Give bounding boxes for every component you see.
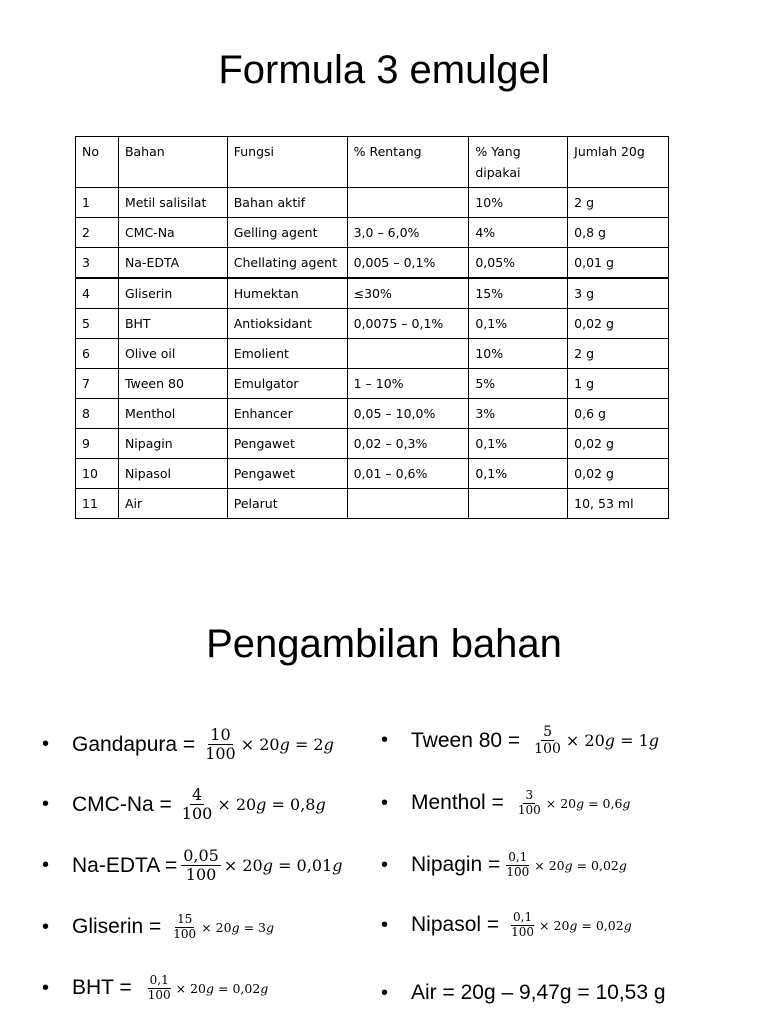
calc-expression: × 20g = 0,8g — [217, 795, 326, 815]
bullet-icon: • — [42, 793, 50, 816]
table-row — [76, 218, 669, 248]
calc-item — [381, 789, 630, 818]
formula-table — [75, 136, 669, 519]
cell-rentang — [347, 339, 469, 369]
section-title-pengambilan: Pengambilan bahan — [206, 622, 562, 666]
cell-no: 9 — [76, 429, 119, 459]
cell-rentang: 3,0 – 6,0% — [347, 218, 469, 248]
cell-bahan: Air — [118, 489, 227, 519]
header-rentang: % Rentang — [347, 137, 469, 188]
cell-bahan: Olive oil — [118, 339, 227, 369]
cell-no: 11 — [76, 489, 119, 519]
cell-rentang: ≤30% — [347, 278, 469, 309]
cell-fungsi: Gelling agent — [227, 218, 347, 248]
bullet-icon: • — [42, 854, 50, 877]
table-row — [76, 369, 669, 399]
cell-rentang: 0,005 – 0,1% — [347, 248, 469, 279]
calc-item-air — [381, 981, 666, 1005]
table-row — [76, 309, 669, 339]
table-row — [76, 339, 669, 369]
calc-label: Nipasol = — [411, 913, 500, 937]
cell-rentang — [347, 489, 469, 519]
cell-dipakai: 15% — [469, 278, 568, 309]
calc-label: Menthol = — [411, 791, 504, 815]
calc-expression: × 20g = 0,6g — [545, 795, 631, 811]
cell-jumlah: 0,02 g — [568, 429, 669, 459]
bullet-icon: • — [42, 733, 50, 756]
fraction: $\frac{0,05}{100}$ — [183, 846, 219, 885]
table-row — [76, 429, 669, 459]
cell-jumlah: 10, 53 ml — [568, 489, 669, 519]
cell-dipakai: 0,05% — [469, 248, 568, 279]
cell-fungsi: Chellating agent — [227, 248, 347, 279]
bullet-icon: • — [381, 913, 389, 936]
table-row — [76, 489, 669, 519]
bullet-icon: • — [381, 729, 389, 752]
fraction: $\frac{10}{100}$ — [205, 725, 236, 764]
calc-label: Na-EDTA = — [72, 853, 178, 877]
table-row — [76, 248, 669, 279]
table-row — [76, 459, 669, 489]
fraction: $\frac{4}{100}$ — [181, 785, 213, 824]
cell-dipakai: 4% — [469, 218, 568, 248]
cell-fungsi: Pelarut — [227, 489, 347, 519]
bullet-icon: • — [381, 981, 389, 1004]
calc-item — [42, 726, 334, 764]
fraction: $\frac{0,1}{100}$ — [506, 850, 530, 879]
calc-expression: × 20g = 0,01g — [223, 856, 343, 876]
header-no: No — [76, 137, 119, 188]
bullet-icon: • — [42, 976, 50, 999]
cell-dipakai — [469, 489, 568, 519]
cell-rentang: 1 – 10% — [347, 369, 469, 399]
cell-rentang — [347, 188, 469, 218]
cell-rentang: 0,0075 – 0,1% — [347, 309, 469, 339]
fraction: $\frac{5}{100}$ — [534, 724, 561, 758]
calc-label: Gliserin = — [72, 915, 162, 939]
cell-bahan: Na-EDTA — [118, 248, 227, 279]
cell-no: 2 — [76, 218, 119, 248]
calc-item — [42, 974, 268, 1003]
cell-dipakai: 10% — [469, 339, 568, 369]
calc-item — [381, 724, 659, 757]
cell-dipakai: 0,1% — [469, 459, 568, 489]
cell-bahan: Gliserin — [118, 278, 227, 309]
cell-no: 1 — [76, 188, 119, 218]
cell-bahan: BHT — [118, 309, 227, 339]
fraction: $\frac{0,1}{100}$ — [511, 910, 535, 939]
cell-no: 4 — [76, 278, 119, 309]
cell-dipakai: 5% — [469, 369, 568, 399]
cell-bahan: Nipasol — [118, 459, 227, 489]
cell-no: 5 — [76, 309, 119, 339]
header-bahan: Bahan — [118, 137, 227, 188]
cell-bahan: CMC-Na — [118, 218, 227, 248]
calc-item — [381, 851, 627, 880]
header-jumlah: Jumlah 20g — [568, 137, 669, 188]
calc-label: Nipagin = — [411, 853, 501, 877]
cell-dipakai: 3% — [469, 399, 568, 429]
table-header-row — [76, 137, 669, 188]
calc-item — [381, 911, 632, 940]
cell-rentang: 0,02 – 0,3% — [347, 429, 469, 459]
cell-dipakai: 0,1% — [469, 429, 568, 459]
calc-expression: × 20g = 0,02g — [539, 917, 632, 933]
cell-no: 6 — [76, 339, 119, 369]
bullet-icon: • — [381, 791, 389, 814]
cell-bahan: Metil salisilat — [118, 188, 227, 218]
cell-fungsi: Pengawet — [227, 459, 347, 489]
cell-fungsi: Antioksidant — [227, 309, 347, 339]
cell-jumlah: 0,8 g — [568, 218, 669, 248]
cell-dipakai: 0,1% — [469, 309, 568, 339]
calc-air-text: Air = 20g – 9,47g = 10,53 g — [411, 981, 666, 1004]
cell-no: 8 — [76, 399, 119, 429]
calc-expression: × 20g = 1g — [565, 731, 660, 751]
cell-bahan: Tween 80 — [118, 369, 227, 399]
cell-no: 3 — [76, 248, 119, 279]
table-row — [76, 188, 669, 218]
cell-dipakai: 10% — [469, 188, 568, 218]
header-fungsi: Fungsi — [227, 137, 347, 188]
cell-rentang: 0,01 – 0,6% — [347, 459, 469, 489]
calc-label: BHT = — [72, 976, 132, 1000]
cell-jumlah: 0,01 g — [568, 248, 669, 279]
fraction: $\frac{3}{100}$ — [517, 788, 541, 817]
calc-expression: × 20g = 0,02g — [175, 980, 269, 996]
cell-fungsi: Pengawet — [227, 429, 347, 459]
cell-jumlah: 2 g — [568, 339, 669, 369]
fraction: $\frac{15}{100}$ — [173, 912, 197, 941]
cell-jumlah: 2 g — [568, 188, 669, 218]
calc-item — [42, 786, 326, 824]
bullet-icon: • — [381, 853, 389, 876]
calc-expression: × 20g = 0,02g — [534, 857, 627, 873]
cell-fungsi: Emolient — [227, 339, 347, 369]
cell-fungsi: Bahan aktif — [227, 188, 347, 218]
calc-item — [42, 847, 342, 885]
cell-jumlah: 0,02 g — [568, 459, 669, 489]
cell-rentang: 0,05 – 10,0% — [347, 399, 469, 429]
cell-fungsi: Enhancer — [227, 399, 347, 429]
cell-bahan: Nipagin — [118, 429, 227, 459]
cell-jumlah: 1 g — [568, 369, 669, 399]
cell-fungsi: Humektan — [227, 278, 347, 309]
cell-jumlah: 0,02 g — [568, 309, 669, 339]
cell-no: 7 — [76, 369, 119, 399]
calc-label: Gandapura = — [72, 732, 196, 756]
calc-expression: × 20g = 2g — [240, 735, 334, 755]
cell-fungsi: Emulgator — [227, 369, 347, 399]
header-dipakai: % Yang dipakai — [469, 137, 568, 188]
calc-label: CMC-Na = — [72, 792, 172, 816]
calc-expression: × 20g = 3g — [201, 919, 274, 935]
calc-label: Tween 80 = — [411, 728, 521, 752]
cell-no: 10 — [76, 459, 119, 489]
cell-bahan: Menthol — [118, 399, 227, 429]
bullet-icon: • — [42, 915, 50, 938]
table-row — [76, 278, 669, 309]
cell-jumlah: 0,6 g — [568, 399, 669, 429]
fraction: $\frac{0,1}{100}$ — [147, 973, 171, 1002]
cell-jumlah: 3 g — [568, 278, 669, 309]
calc-item — [42, 913, 274, 942]
page-title-formula: Formula 3 emulgel — [218, 48, 550, 92]
table-row — [76, 399, 669, 429]
